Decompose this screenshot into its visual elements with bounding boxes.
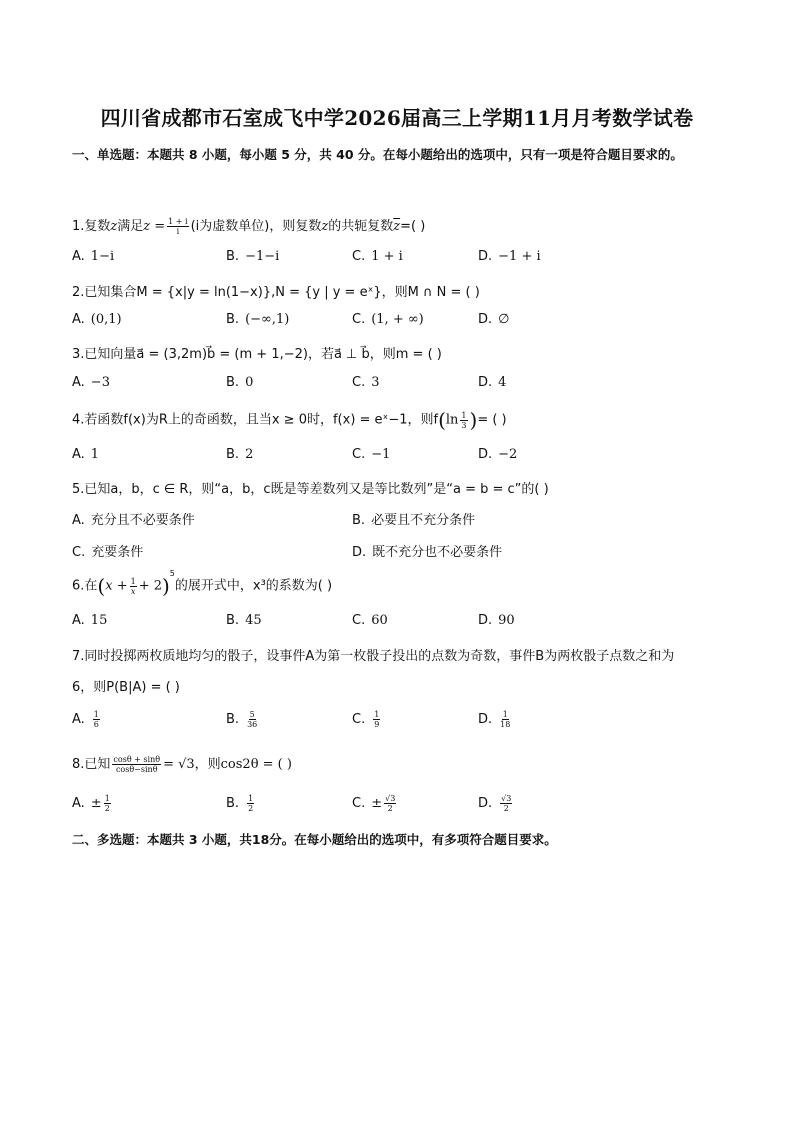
question-7: 7.同时投掷两枚质地均匀的骰子，设事件A为第一枚骰子投出的点数为奇数，事件B为两枚骰子点数之和为 [72,649,675,664]
option-d[interactable]: D. −1 + i [478,249,541,264]
question-number: 1. [72,219,85,234]
option-d[interactable]: D. $\frac{√3}{2}$ [478,794,512,813]
option-c[interactable]: C. ± $\frac{√3}{2}$ [352,794,396,813]
question-3-options [72,375,732,395]
question-4-options [72,447,732,467]
question-6-options [72,613,732,633]
option-b[interactable]: B. (−∞,1) [226,312,290,327]
page-title: 四川省成都市石室成飞中学2026届高三上学期11月月考数学试卷 [100,106,694,130]
question-5-options-row-1 [72,509,732,529]
option-a[interactable]: A. −3 [72,375,110,390]
option-b[interactable]: B. −1−i [226,249,280,264]
option-c[interactable]: C. $\frac{1}{9}$ [352,710,380,729]
question-3: 3.已知向量a⃗ = (3,2m)b⃗ = (m + 1,−2)，若a⃗ ⊥ b⃗，则m = ( ) [72,347,442,362]
option-c[interactable]: C. −1 [352,447,391,462]
option-c[interactable]: C. 充要条件 [72,545,144,560]
option-a[interactable]: A. ± $\frac{1}{2}$ [72,794,110,813]
question-1: 1.复数z满足z = $\frac{1 + i}{i}$ (i为虚数单位)，则复数z的共轭复数$\overline{z}=$( ) [72,217,426,236]
question-2-options [72,312,732,332]
question-5-options-row-2 [72,541,732,561]
option-a[interactable]: A. 充分且不必要条件 [72,513,195,528]
option-c[interactable]: C. 60 [352,613,388,628]
option-b[interactable]: B. 2 [226,447,254,462]
fraction: $\frac{\cos\theta + \sin\theta}{\cos\theta-\sin\theta}$ [113,755,161,774]
question-7-line-2: 6，则P(B|A) = ( ) [72,680,180,695]
option-a[interactable]: A. 1 [72,447,100,462]
question-5: 5.已知a，b，c ∈ R，则“a，b，c既是等差数列又是等比数列”是“a = b = c”的( ) [72,482,549,497]
option-d[interactable]: D. 90 [478,613,515,628]
option-c[interactable]: C. (1, + ∞) [352,312,424,327]
option-b[interactable]: B. 必要且不充分条件 [352,513,476,528]
option-d[interactable]: D. $\frac{1}{18}$ [478,710,511,729]
fraction: $\frac{1}{x}$ [130,576,136,596]
fraction: $\frac{1 + i}{i}$ [168,217,188,236]
question-6: 6.在(x + $\frac{1}{x}$ + 2)$^5$的展开式中，x³的系数为( ) [72,569,333,598]
option-b[interactable]: B. 45 [226,613,262,628]
section-multi-choice-header: 二、多选题：本题共 3 小题，共18分。在每小题给出的选项中，有多项符合题目要求。 [72,832,557,847]
option-a[interactable]: A. 1−i [72,249,115,264]
question-8: 8.已知 $\frac{\cos\theta + \sin\theta}{\cos\theta-\sin\theta}$ = √3，则cos2θ = ( ) [72,755,292,774]
question-1-options [72,249,732,269]
option-d[interactable]: D. 既不充分也不必要条件 [352,545,503,560]
option-b[interactable]: B. $\frac{5}{36}$ [226,710,258,729]
section-single-choice-header: 一、单选题：本题共 8 小题，每小题 5 分，共 40 分。在每小题给出的选项中，只有一项是符合题目要求的。 [72,147,683,162]
option-d[interactable]: D. 4 [478,375,507,390]
option-d[interactable]: D. ∅ [478,312,510,327]
option-a[interactable]: A. $\frac{1}{6}$ [72,710,99,729]
question-4: 4.若函数f(x)为R上的奇函数，且当x ≥ 0时，f(x) = eˣ−1，则f(ln $\frac{1}{3}$ )= ( ) [72,408,507,432]
option-b[interactable]: B. 0 [226,375,254,390]
option-c[interactable]: C. 3 [352,375,380,390]
option-b[interactable]: B. $\frac{1}{2}$ [226,794,254,813]
option-a[interactable]: A. 15 [72,613,108,628]
question-2: 2.已知集合M = {x|y = ln(1−x)},N = {y | y = eˣ}，则M ∩ N = ( ) [72,285,480,300]
fraction: $\frac{1}{3}$ [461,410,467,430]
option-a[interactable]: A. (0,1) [72,312,122,327]
question-7-options [72,710,732,730]
question-8-options [72,794,732,814]
option-c[interactable]: C. 1 + i [352,249,403,264]
option-d[interactable]: D. −2 [478,447,518,462]
